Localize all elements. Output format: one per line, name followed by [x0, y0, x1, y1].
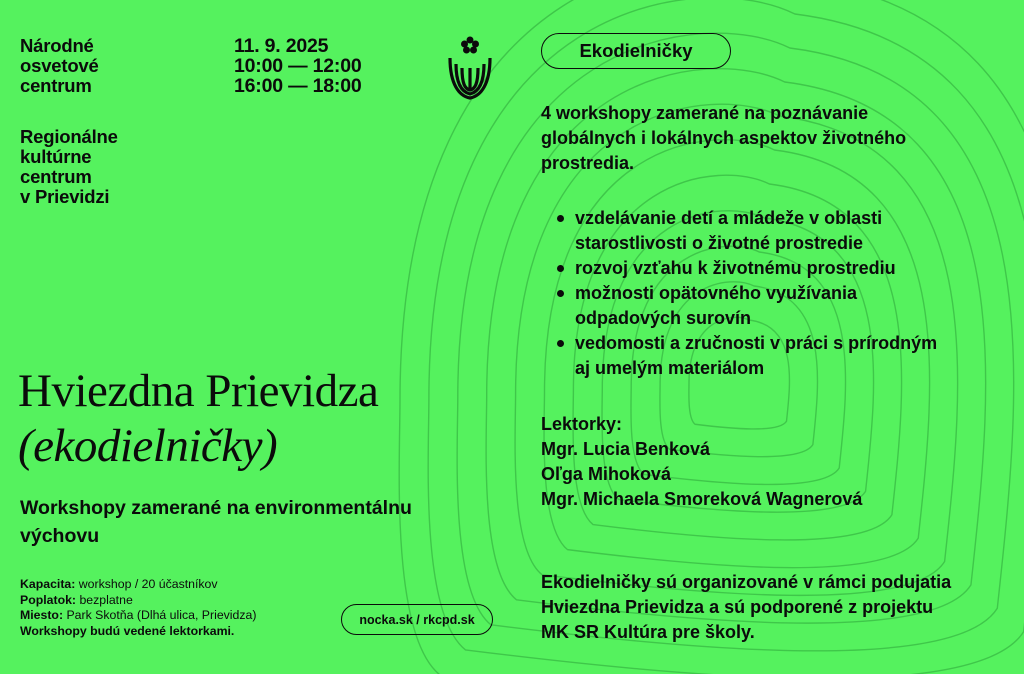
tag-pill-label: Ekodielničky [579, 40, 693, 61]
place-row: Miesto: Park Skotňa (Dlhá ulica, Prievidza) [20, 608, 257, 622]
lecturers-heading: Lektorky: [541, 414, 623, 434]
note-row: Workshopy budú vedené lektorkami. [20, 623, 235, 638]
list-item: vedomosti a zručnosti v práci s prírodným aj umelým materiálom [575, 331, 937, 381]
event-time-1: 10:00 — 12:00 [234, 55, 362, 77]
list-item: rozvoj vzťahu k životnému prostrediu [575, 256, 937, 281]
lecturers [541, 412, 862, 512]
fee-row: Poplatok: bezplatne [20, 592, 133, 607]
event-time-2: 16:00 — 18:00 [234, 75, 362, 97]
organizer-name-1: Národné osvetové centrum [20, 35, 99, 96]
lecturer-name: Mgr. Lucia Benková [541, 439, 711, 459]
lecturer-name: Oľga Mihoková [541, 464, 671, 484]
lecturer-name: Mgr. Michaela Smoreková Wagnerová [541, 489, 863, 509]
page-title: Hviezdna Prievidza [18, 365, 379, 417]
tag-pill-ekodielnicky [541, 33, 731, 69]
list-item: vzdelávanie detí a mládeže v oblasti starostlivosti o životné prostredie [575, 206, 937, 256]
tulip-logo-icon [447, 34, 493, 102]
description: 4 workshopy zamerané na poznávanie globálnych i lokálnych aspektov životného prostredia. [541, 103, 907, 173]
website-link-pill[interactable] [341, 604, 493, 635]
bullet-list [541, 206, 937, 381]
footer-note: Ekodielničky sú organizované v rámci podujatia Hviezdna Prievidza a sú podporené z projektu MK SR Kultúra pre školy. [541, 572, 952, 642]
event-details [20, 577, 256, 639]
capacity-row: Kapacita: workshop / 20 účastníkov [20, 577, 218, 591]
event-date: 11. 9. 2025 [234, 35, 329, 57]
website-link-label[interactable]: nocka.sk / rkcpd.sk [359, 612, 475, 627]
list-item: možnosti opätovného využívania odpadových surovín [575, 281, 937, 331]
event-schedule [234, 36, 361, 96]
page-title-italic: (ekodielničky) [18, 420, 278, 472]
subtitle: Workshopy zamerané na environmentálnu výchovu [20, 497, 412, 547]
organizer-name-2: Regionálne kultúrne centrum v Prievidzi [20, 126, 118, 207]
